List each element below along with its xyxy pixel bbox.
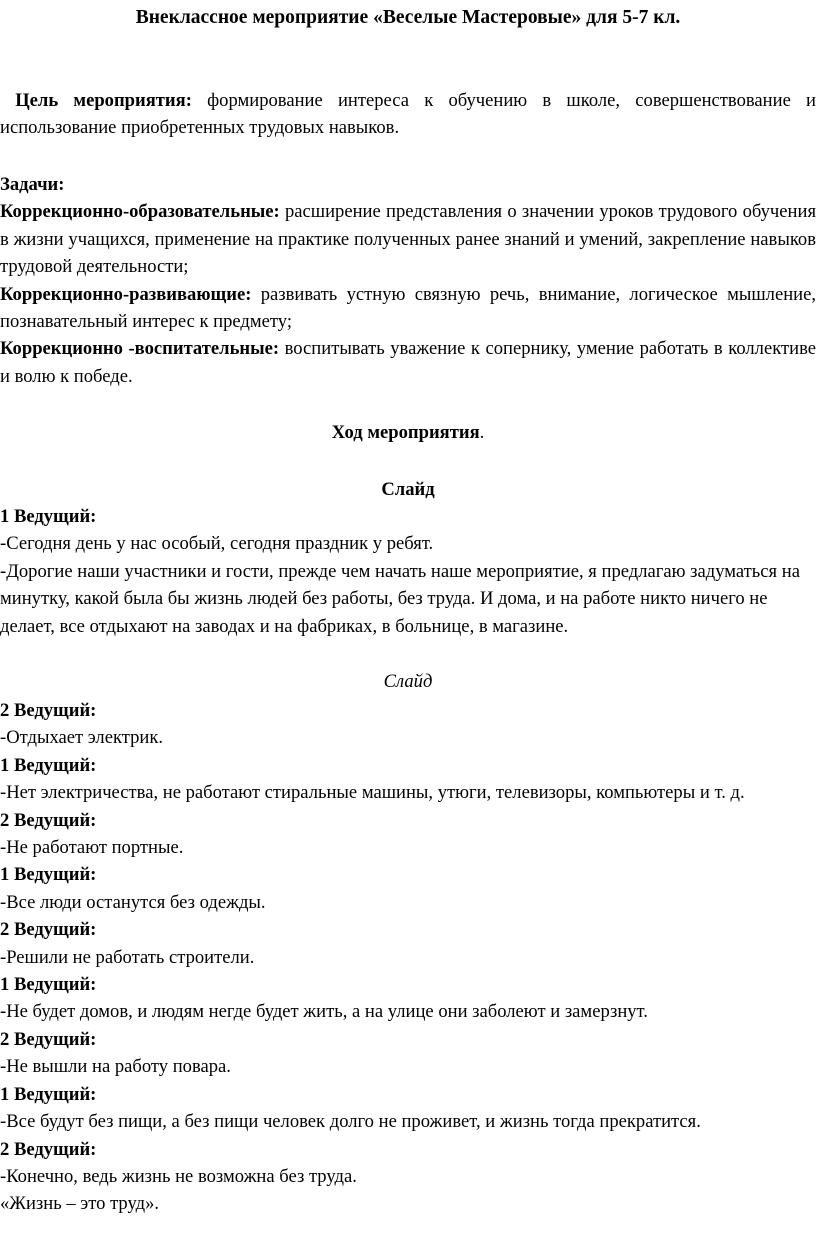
speaker-line: -Не работают портные. xyxy=(0,837,184,859)
speaker-label: 2 Ведущий: xyxy=(0,809,97,831)
slide-label-italic: Слайд xyxy=(383,671,433,692)
tasks-section xyxy=(0,171,816,390)
speaker-line: -Все будут без пищи, а без пищи человек долго не проживет, и жизнь тогда прекратится. xyxy=(0,1111,701,1133)
speaker-line: -Нет электричества, не работают стиральные машины, утюги, телевизоры, компьютеры и т. д. xyxy=(0,782,745,804)
speaker-label: 2 Ведущий: xyxy=(0,700,97,721)
speaker-label: 2 Ведущий: xyxy=(0,919,97,941)
goal-paragraph xyxy=(0,87,816,142)
speaker-line: -Не будет домов, и людям негде будет жить, а на улице они заболеют и замерзнут. xyxy=(0,1001,648,1023)
speaker-line: -Решили не работать строители. xyxy=(0,946,255,968)
speaker-line: -Конечно, ведь жизнь не возможна без труда. xyxy=(0,1165,357,1187)
progress-heading: Ход мероприятия. xyxy=(331,422,485,443)
speaker-label: 1 Ведущий: xyxy=(0,974,97,996)
task-item: Коррекционно -воспитательные: воспитывать уважение к сопернику, умение работать в коллективе и волю к победе. xyxy=(0,338,816,387)
tasks-heading: Задачи: xyxy=(0,174,65,195)
task-item: Коррекционно-образовательные: расширение представления о значении уроков трудового обучения в жизни учащихся, применение на практике полученных ранее знаний и умений, закрепление навыков трудовой деятельности; xyxy=(0,201,816,278)
speaker-line: -Дорогие наши участники и гости, прежде чем начать наше мероприятие, я предлагаю задуматься на минутку, какой была бы жизнь людей без работы, без труда. И дома, и на работе никто ничего не делает, все отдыхают на заводах и на фабриках, в больнице, в магазине. xyxy=(0,560,800,637)
speaker-label: 1 Ведущий: xyxy=(0,1083,97,1105)
goal-label: Цель мероприятия: xyxy=(15,90,192,111)
document-title: Внеклассное мероприятие «Веселые Мастеровые» для 5-7 кл. xyxy=(135,7,681,28)
closing-line: «Жизнь – это труд». xyxy=(0,1193,160,1215)
script-part-2 xyxy=(0,697,816,1218)
speaker-label: 1 Ведущий: xyxy=(0,506,97,527)
script-part-1 xyxy=(0,503,816,640)
goal-text: формирование интереса к обучению в школе, совершенствование и использование приобретенных трудовых навыков. xyxy=(0,90,816,139)
speaker-line: -Сегодня день у нас особый, сегодня праздник у ребят. xyxy=(0,533,434,555)
speaker-line: -Не вышли на работу повара. xyxy=(0,1056,231,1078)
speaker-label: 1 Ведущий: xyxy=(0,754,97,776)
slide-label-bold: Слайд xyxy=(381,479,435,500)
task-item: Коррекционно-развивающие: развивать устную связную речь, внимание, логическое мышление, познавательный интерес к предмету; xyxy=(0,283,816,333)
speaker-line: -Отдыхает электрик. xyxy=(0,727,164,749)
speaker-label: 1 Ведущий: xyxy=(0,864,97,886)
speaker-label: 2 Ведущий: xyxy=(0,1138,97,1160)
speaker-label: 2 Ведущий: xyxy=(0,1028,97,1050)
speaker-line: -Все люди останутся без одежды. xyxy=(0,891,266,913)
